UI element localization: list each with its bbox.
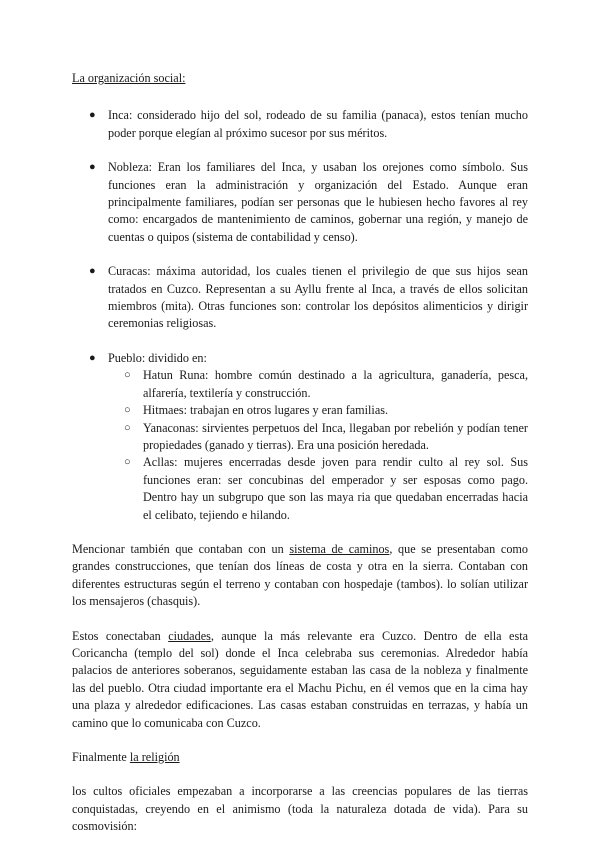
list-item-text: Curacas: máxima autoridad, los cuales tienen el privilegio de que sus hijos sean tratados en Cuzco. Representan a su Ayllu frente al Inca, a través de ellos solicitan miembros (mita). Otras funciones son: controlar los depósitos alimenticios y dirigir ceremonias religiosas.: [108, 264, 528, 331]
paragraph-text: Mencionar también que contaban con un: [72, 541, 290, 556]
sublist-item-hitmaes: [108, 402, 528, 419]
sublist-item-text: Hatun Runa: hombre común destinado a la agricultura, ganadería, pesca, alfarería, textilería y construcción.: [143, 368, 528, 400]
paragraph-ciudades: [72, 628, 528, 732]
subbullet-icon: ○: [124, 404, 131, 417]
underlined-term: la religión: [129, 750, 180, 764]
subbullet-icon: ○: [124, 369, 131, 382]
list-item-text: Inca: considerado hijo del sol, rodeado de su familia (panaca), estos tenían mucho poder porque elegían al próximo sucesor por sus méritos.: [108, 108, 528, 140]
sublist-item-acllas: [108, 454, 528, 524]
paragraph-text: Estos conectaban: [72, 628, 169, 643]
list-item-inca: [72, 107, 528, 142]
underlined-term: ciudades: [168, 628, 211, 643]
paragraph-text: Finalmente: [72, 750, 130, 764]
paragraph-text: , que se presentaban como grandes construcciones, que tenían dos líneas de costa y otra en la sierra. Contaban con diferentes estructuras según el terreno y contaban con hospedaje (tambos). lo solían utilizar los mensajeros (chasquis).: [72, 541, 528, 609]
social-organization-list: [72, 107, 528, 524]
sublist-item-text: Hitmaes: trabajan en otros lugares y eran familias.: [143, 403, 389, 418]
subbullet-icon: ○: [124, 456, 131, 469]
bullet-icon: ●: [89, 265, 96, 278]
sublist-item-text: Acllas: mujeres encerradas desde joven para rendir culto al rey sol. Sus funciones eran: ser concubinas del emperador y ser esposas como pago. Dentro hay un subgrupo que son las maya ria que quedaban encerradas hacia el celibato, tejiendo e hilando.: [143, 455, 528, 522]
paragraph-religion-heading: [72, 749, 528, 766]
list-item-pueblo: [72, 350, 528, 524]
paragraph-caminos: [72, 541, 528, 611]
paragraph-text: , aunque la más relevante era Cuzco. Dentro de ella esta Coricancha (templo del sol) donde el Inca celebraba sus ceremonias. Alrededor había palacios de anteriores soberanos, seguidamente estaban las casa de la nobleza y finalmente las del pueblo. Otra ciudad importante era el Machu Pichu, en él vemos que en la cima hay una plaza y alrededor edificaciones. Las casas estaban construidas en terrazas, y había un camino que lo comunicaba con Cuzco.: [72, 628, 528, 730]
bullet-icon: ●: [89, 351, 96, 364]
pueblo-sublist: [108, 367, 528, 524]
list-item-text: Nobleza: Eran los familiares del Inca, y usaban los orejones como símbolo. Sus funciones eran la administración y organización del Estado. Aunque eran principalmente familiares, podían ser personas que le hubiesen hecho favores al rey como: encargados de mantenimiento de caminos, gobernar una región, y manejo de cuentas o quipos (sistema de contabilidad y censo).: [108, 160, 528, 244]
underlined-term: sistema de caminos: [289, 541, 390, 556]
subbullet-icon: ○: [124, 421, 131, 434]
bullet-icon: ●: [89, 161, 96, 174]
sublist-item-hatun-runa: [108, 367, 528, 402]
section-heading: La organización social:: [72, 71, 186, 85]
sublist-item-text: Yanaconas: sirvientes perpetuos del Inca, llegaban por rebelión y podían tener propiedades (ganado y tierras). Era una posición heredada.: [143, 420, 528, 452]
list-item-nobleza: [72, 159, 528, 246]
list-item-curacas: [72, 263, 528, 333]
list-item-text: Pueblo: dividido en:: [108, 350, 207, 365]
sublist-item-yanaconas: [108, 420, 528, 455]
paragraph-cultos: los cultos oficiales empezaban a incorporarse a las creencias populares de las tierras conquistadas, creyendo en el animismo (toda la naturaleza dotada de vida). Para su cosmovisión:: [72, 784, 528, 834]
bullet-icon: ●: [89, 109, 96, 122]
